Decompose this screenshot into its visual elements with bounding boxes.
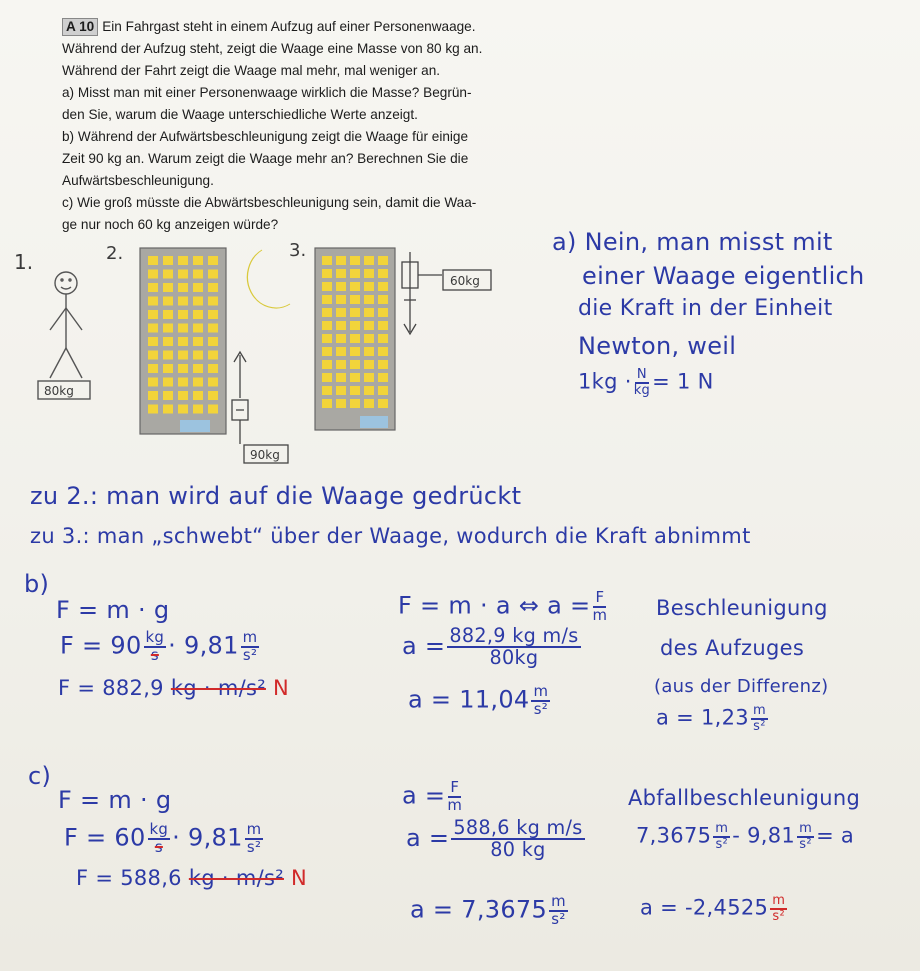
building-window xyxy=(364,269,374,278)
building-window xyxy=(364,295,374,304)
task-line-2: Während der Fahrt zeigt die Waage mal mehr, mal weniger an. xyxy=(62,63,441,78)
part-c-formula-1: F = m · g xyxy=(58,786,172,814)
building-window xyxy=(322,347,332,356)
building-window xyxy=(148,270,158,279)
building-window xyxy=(193,378,203,387)
building-window xyxy=(322,373,332,382)
building-window xyxy=(208,256,218,265)
scale-drawing-3 xyxy=(402,252,491,334)
building-window xyxy=(163,364,173,373)
building-window xyxy=(163,310,173,319)
part-b-formula-1: F = m · g xyxy=(56,596,170,624)
building-window xyxy=(336,308,346,317)
scale-drawing-2 xyxy=(232,352,288,463)
building-window xyxy=(163,297,173,306)
building-window xyxy=(193,324,203,333)
building-window xyxy=(350,308,360,317)
task-line-5: b) Während der Aufwärtsbeschleunigung zeigt die Waage für einige xyxy=(62,129,469,144)
building-window xyxy=(178,297,188,306)
building-window xyxy=(336,386,346,395)
building-window xyxy=(193,364,203,373)
building-window xyxy=(148,405,158,414)
scale-reading-2: 90kg xyxy=(250,448,280,462)
building-window xyxy=(336,282,346,291)
building-window xyxy=(350,386,360,395)
part-b-side-1: Beschleunigung xyxy=(656,596,828,620)
building-window xyxy=(350,399,360,408)
building-window xyxy=(163,337,173,346)
building-window xyxy=(178,378,188,387)
task-line-8: c) Wie groß müsste die Abwärtsbeschleunigung sein, damit die Waa- xyxy=(62,195,477,210)
building-window xyxy=(364,256,374,265)
answer-a-unit-equation: 1kg · $\frac{N}{kg}$ = 1 N xyxy=(578,367,714,398)
building-window xyxy=(148,283,158,292)
building-window xyxy=(208,351,218,360)
building-window xyxy=(322,308,332,317)
building-window xyxy=(208,324,218,333)
answer-a-line-1: einer Waage eigentlich xyxy=(582,262,865,290)
task-line-0: Ein Fahrgast steht in einem Aufzug auf einer Personenwaage. xyxy=(102,19,476,34)
building-window xyxy=(378,360,388,369)
building-window xyxy=(163,378,173,387)
building-window xyxy=(178,337,188,346)
task-line-1: Während der Aufzug steht, zeigt die Waage eine Masse von 80 kg an. xyxy=(62,41,483,56)
building-window xyxy=(208,364,218,373)
task-line-7: Aufwärtsbeschleunigung. xyxy=(62,173,214,188)
part-b-formula-2: F = 90 $\frac{kg}{s}$ · 9,81 $\frac{m}{\text{s²}}$ xyxy=(60,628,258,664)
building-window xyxy=(148,256,158,265)
building-window xyxy=(378,321,388,330)
building-window xyxy=(364,321,374,330)
building-window xyxy=(178,324,188,333)
building-window xyxy=(336,295,346,304)
building-window xyxy=(193,351,203,360)
building-window xyxy=(350,321,360,330)
scale-reading-3: 60kg xyxy=(450,274,480,288)
building-window xyxy=(336,334,346,343)
building-window xyxy=(364,347,374,356)
building-window xyxy=(208,391,218,400)
elevator-building-3 xyxy=(315,248,395,430)
part-c-accel-formula: a = $\frac{F}{m}$ xyxy=(402,778,463,814)
part-c-formula-3: F = 588,6 kg · m/s² N xyxy=(76,866,307,890)
building-window xyxy=(163,405,173,414)
building-window xyxy=(378,347,388,356)
building-window xyxy=(378,282,388,291)
building-window xyxy=(378,308,388,317)
building-window xyxy=(322,269,332,278)
scale-reading-1: 80kg xyxy=(44,384,74,398)
task-line-9: ge nur noch 60 kg anzeigen würde? xyxy=(62,217,279,232)
building-window xyxy=(208,297,218,306)
task-line-3: a) Misst man mit einer Personenwaage wirklich die Masse? Begrün- xyxy=(62,85,472,100)
building-window xyxy=(148,351,158,360)
building-window xyxy=(148,364,158,373)
sketch-label-1: 1. xyxy=(14,250,34,274)
building-window xyxy=(148,337,158,346)
building-window xyxy=(322,282,332,291)
answer-a-line-2: die Kraft in der Einheit xyxy=(578,296,833,321)
building-window xyxy=(378,373,388,382)
building-window xyxy=(336,347,346,356)
building-window xyxy=(178,283,188,292)
building-window xyxy=(336,321,346,330)
building-window xyxy=(178,391,188,400)
note-zu-2: zu 2.: man wird auf die Waage gedrückt xyxy=(30,482,522,510)
building-window xyxy=(193,405,203,414)
note-zu-3: zu 3.: man „schwebt“ über der Waage, wodurch die Kraft abnimmt xyxy=(30,524,751,548)
building-window xyxy=(163,324,173,333)
building-window xyxy=(148,310,158,319)
building-window xyxy=(322,295,332,304)
building-window xyxy=(364,282,374,291)
building-window xyxy=(163,270,173,279)
building-window xyxy=(378,334,388,343)
answer-a-line-3: Newton, weil xyxy=(578,332,737,360)
part-b-accel-result: a = 11,04 $\frac{m}{\text{s²}}$ xyxy=(408,682,549,718)
building-window xyxy=(378,386,388,395)
building-window xyxy=(322,256,332,265)
answer-a-line-0: a) Nein, man misst mit xyxy=(552,228,833,256)
task-line-4: den Sie, warum die Waage unterschiedliche Werte anzeigt. xyxy=(62,107,418,122)
building-window xyxy=(322,386,332,395)
part-c-side-3: a = -2,4525 $\frac{m}{\text{s²}}$ xyxy=(640,893,786,924)
building-window xyxy=(322,360,332,369)
sketch-label-2: 2. xyxy=(106,243,124,264)
part-c-side-1: Abfallbeschleunigung xyxy=(628,786,861,810)
building-window xyxy=(193,297,203,306)
building-window xyxy=(322,399,332,408)
building-window xyxy=(350,295,360,304)
building-window xyxy=(163,283,173,292)
building-window xyxy=(378,399,388,408)
building-window xyxy=(178,310,188,319)
building-window xyxy=(350,347,360,356)
building-window xyxy=(364,386,374,395)
building-window xyxy=(208,405,218,414)
building-window xyxy=(178,405,188,414)
building-window xyxy=(350,360,360,369)
part-b-accel-formula: F = m · a ⇔ a = $\frac{F}{m}$ xyxy=(398,588,608,624)
building-window xyxy=(148,297,158,306)
building-window xyxy=(208,283,218,292)
building-window xyxy=(208,270,218,279)
building-window xyxy=(378,295,388,304)
part-b-formula-3: F = 882,9 kg · m/s² N xyxy=(58,676,289,700)
building-window xyxy=(336,373,346,382)
building-window xyxy=(336,360,346,369)
stick-figure-drawing xyxy=(38,272,90,399)
part-b-side-3: (aus der Differenz) xyxy=(654,676,829,697)
part-b-label: b) xyxy=(24,570,50,598)
part-b-side-2: des Aufzuges xyxy=(660,636,805,660)
building-window xyxy=(350,373,360,382)
building-window xyxy=(193,391,203,400)
building-window xyxy=(178,256,188,265)
building-window xyxy=(350,334,360,343)
sketch-label-3: 3. xyxy=(289,240,307,261)
building-window xyxy=(378,256,388,265)
building-window xyxy=(364,399,374,408)
building-window xyxy=(148,324,158,333)
part-b-side-4: a = 1,23 $\frac{m}{\text{s²}}$ xyxy=(656,703,766,734)
building-window xyxy=(208,310,218,319)
building-window xyxy=(364,308,374,317)
part-c-accel-result: a = 7,3675 $\frac{m}{\text{s²}}$ xyxy=(410,892,566,928)
part-c-accel-calc: a = $\frac{\text{588,6 kg m/s}}{80 kg}$ xyxy=(406,816,583,862)
building-window xyxy=(193,283,203,292)
building-window xyxy=(350,256,360,265)
building-window xyxy=(336,399,346,408)
building-window xyxy=(336,256,346,265)
moon-drawing xyxy=(247,250,290,308)
building-window xyxy=(378,269,388,278)
building-window xyxy=(208,337,218,346)
building-window xyxy=(336,269,346,278)
building-window xyxy=(364,373,374,382)
building-window xyxy=(148,391,158,400)
building-window xyxy=(163,256,173,265)
building-window xyxy=(208,378,218,387)
building-window xyxy=(193,270,203,279)
task-line-6: Zeit 90 kg an. Warum zeigt die Waage mehr an? Berechnen Sie die xyxy=(62,151,469,166)
building-window xyxy=(178,351,188,360)
building-window xyxy=(163,351,173,360)
building-window xyxy=(193,310,203,319)
task-badge: A 10 xyxy=(62,18,98,36)
elevator-building-2 xyxy=(140,248,226,434)
building-window xyxy=(364,360,374,369)
building-window xyxy=(322,334,332,343)
building-window xyxy=(163,391,173,400)
building-window xyxy=(350,282,360,291)
building-window xyxy=(178,270,188,279)
part-c-formula-2: F = 60 $\frac{kg}{s}$ · 9,81 $\frac{m}{\text{s²}}$ xyxy=(64,820,262,856)
building-window xyxy=(350,269,360,278)
building-window xyxy=(148,378,158,387)
building-window xyxy=(364,334,374,343)
part-c-side-2: 7,3675 $\frac{m}{\text{s²}}$ - 9,81 $\frac{m}{\text{s²}}$ = a xyxy=(636,821,855,852)
part-c-label: c) xyxy=(28,762,52,790)
building-window xyxy=(193,256,203,265)
building-window xyxy=(178,364,188,373)
building-window xyxy=(193,337,203,346)
building-window xyxy=(322,321,332,330)
part-b-accel-calc: a = $\frac{\text{882,9 kg m/s}}{80kg}$ xyxy=(402,624,579,670)
